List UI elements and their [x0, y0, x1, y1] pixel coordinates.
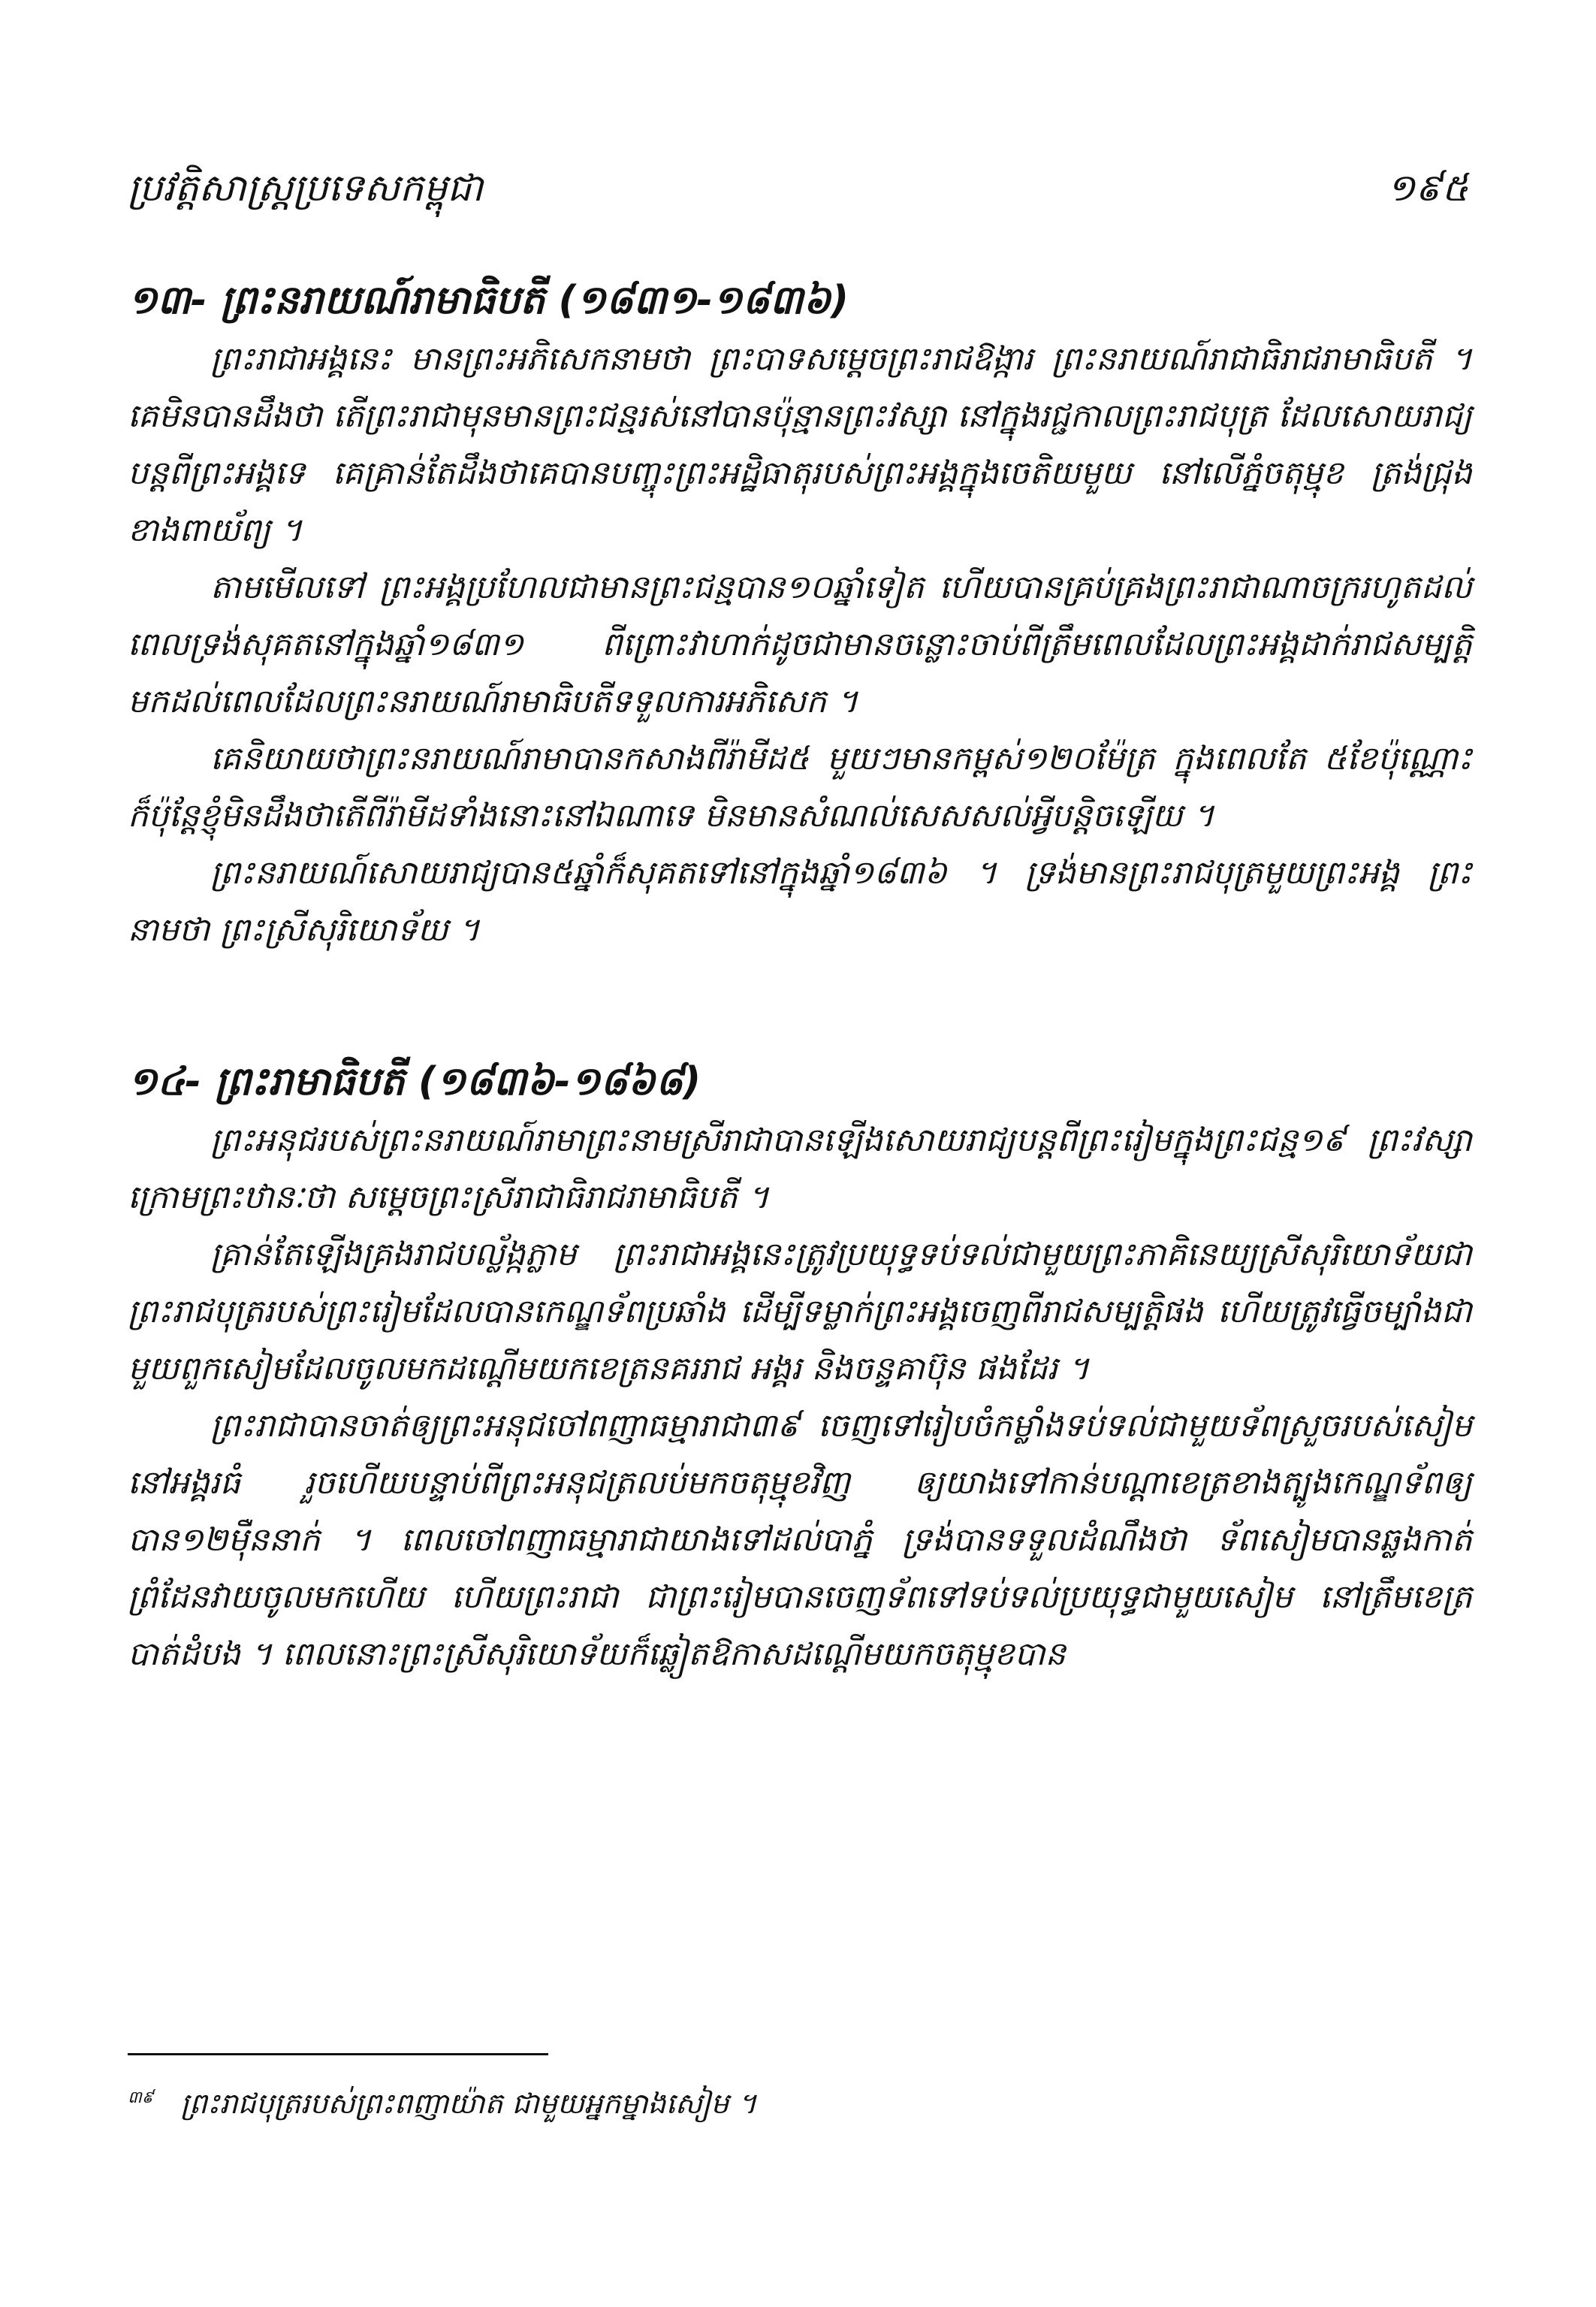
paragraph: ព្រះរាជាអង្គនេះ មានព្រះអភិសេកនាមថា ព្រះបាទសម្តេចព្រះរាជឱង្ការ ព្រះនរាយណ៍រាជាធិរាជរាមាធិបតី ។ គេមិនបានដឹងថា តើព្រះរាជាមុនមានព្រះជន្មរស់នៅបានប៉ុន្មានព្រះវស្សា នៅក្នុងរជ្ជកាលព្រះរាជបុត្រ ដែលសោយរាជ្យបន្តពីព្រះអង្គទេ គេគ្រាន់តែដឹងថាគេបានបញ្ចុះព្រះអដ្ឋិធាតុរបស់ព្រះអង្គក្នុងចេតិយមួយ នៅលើភ្នំចតុម្មុខ ត្រង់ជ្រុងខាងពាយ័ព្យ ។ [128, 340, 1472, 549]
footnote [128, 2081, 1472, 2126]
footnote-text: ព្រះរាជបុត្ររបស់ព្រះពញាយ៉ាត ជាមួយអ្នកម្នាងសៀម ។ [180, 2087, 757, 2120]
section-heading: ១៤- ព្រះរាមាធិបតី (១៨៣៦-១៨៦៨) [128, 1059, 701, 1104]
paragraph: គ្រាន់តែឡើងគ្រងរាជបល្ល័ង្កភ្លាម ព្រះរាជាអង្គនេះត្រូវប្រយុទ្ធទប់ទល់ជាមួយព្រះភាគិនេយ្យស្រីសុរិយោទ័យជាព្រះរាជបុត្ររបស់ព្រះរៀមដែលបានកេណ្ឌទ័ពប្រឆាំង ដើម្បីទម្លាក់ព្រះអង្គចេញពីរាជសម្បត្តិផង ហើយត្រូវធ្វើចម្បាំងជាមួយពួកសៀមដែលចូលមកដណ្តើមយកខេត្រនគររាជ អង្គរ និងចន្ទគាប៊ុន ផងដែរ ។ [128, 1236, 1472, 1388]
running-title: ប្រវត្តិសាស្ត្រប្រទេសកម្ពុជា [128, 166, 484, 210]
footnote-divider [128, 2053, 548, 2055]
running-header [128, 162, 1468, 214]
paragraph: ព្រះរាជាបានចាត់ឲ្យព្រះអនុជចៅពញាធម្មារាជា៣៩ ចេញទៅរៀបចំកម្លាំងទប់ទល់ជាមួយទ័ពស្រួចរបស់សៀម នៅអង្គរធំ រួចហើយបន្ទាប់ពីព្រះអនុជត្រលប់មកចតុម្មុខវិញ ឲ្យយាងទៅកាន់បណ្តាខេត្រខាងត្បូងកេណ្ឌទ័ពឲ្យបាន១២ម៉ឺននាក់ ។ ពេលចៅពញាធម្មារាជាយាងទៅដល់បាភ្នំ ទ្រង់បានទទួលដំណឹងថា ទ័ពសៀមបានឆ្លងកាត់ព្រំដែនវាយចូលមកហើយ ហើយព្រះរាជា ជាព្រះរៀមបានចេញទ័ពទៅទប់ទល់ប្រយុទ្ធជាមួយសៀម នៅត្រឹមខេត្របាត់ដំបង ។ ពេលនោះព្រះស្រីសុរិយោទ័យក៏ឆ្លៀតឱកាសដណ្តើមយកចតុម្មុខបាន [128, 1407, 1472, 1673]
paragraph: ព្រះនរាយណ៍សោយរាជ្យបាន៥ឆ្នាំក៏សុគតទៅនៅក្នុងឆ្នាំ១៨៣៦ ។ ទ្រង់មានព្រះរាជបុត្រមួយព្រះអង្គ ព្រះនាមថា ព្រះស្រីសុរិយោទ័យ ។ [128, 854, 1472, 949]
paragraph: គេនិយាយថាព្រះនរាយណ៍រាមាបានកសាងពីរ៉ាមីដ៥ មួយៗមានកម្ពស់១២០ម៉ែត្រ ក្នុងពេលតែ ៥ខែប៉ុណ្ណោះ ក៏ប៉ុន្តែខ្ញុំមិនដឹងថាតើពីរ៉ាមីដទាំងនោះនៅឯណាទេ មិនមានសំណល់សេសសល់អ្វីបន្តិចឡើយ ។ [128, 740, 1472, 835]
section-ramadhipati [128, 1052, 1472, 1683]
paragraph: តាមមើលទៅ ព្រះអង្គប្រហែលជាមានព្រះជន្មបាន១០ឆ្នាំទៀត ហើយបានគ្រប់គ្រងព្រះរាជាណាចក្ររហូតដល់ពេលទ្រង់សុគតនៅក្នុងឆ្នាំ១៨៣១ ពីព្រោះវាហាក់ដូចជាមានចន្លោះចាប់ពីត្រឹមពេលដែលព្រះអង្គដាក់រាជសម្បត្តិ មកដល់ពេលដែលព្រះនរាយណ៍រាមាធិបតីទទួលការអភិសេក ។ [128, 569, 1472, 720]
section-heading: ១៣- ព្រះនរាយណ៍រាមាធិបតី (១៨៣១-១៨៣៦) [128, 278, 849, 323]
section-narayana-ramadhipati [128, 270, 1472, 959]
paragraph: ព្រះអនុជរបស់ព្រះនរាយណ៍រាមាព្រះនាមស្រីរាជាបានឡើងសោយរាជ្យបន្តពីព្រះរៀមក្នុងព្រះជន្ម១៩ ព្រះវស្សា ក្រោមព្រះឋានៈថា សម្តេចព្រះស្រីរាជាធិរាជរាមាធិបតី ។ [128, 1122, 1472, 1216]
footnote-mark: ៣៩ [128, 2088, 154, 2108]
page-number: ១៩៥ [1386, 166, 1468, 210]
